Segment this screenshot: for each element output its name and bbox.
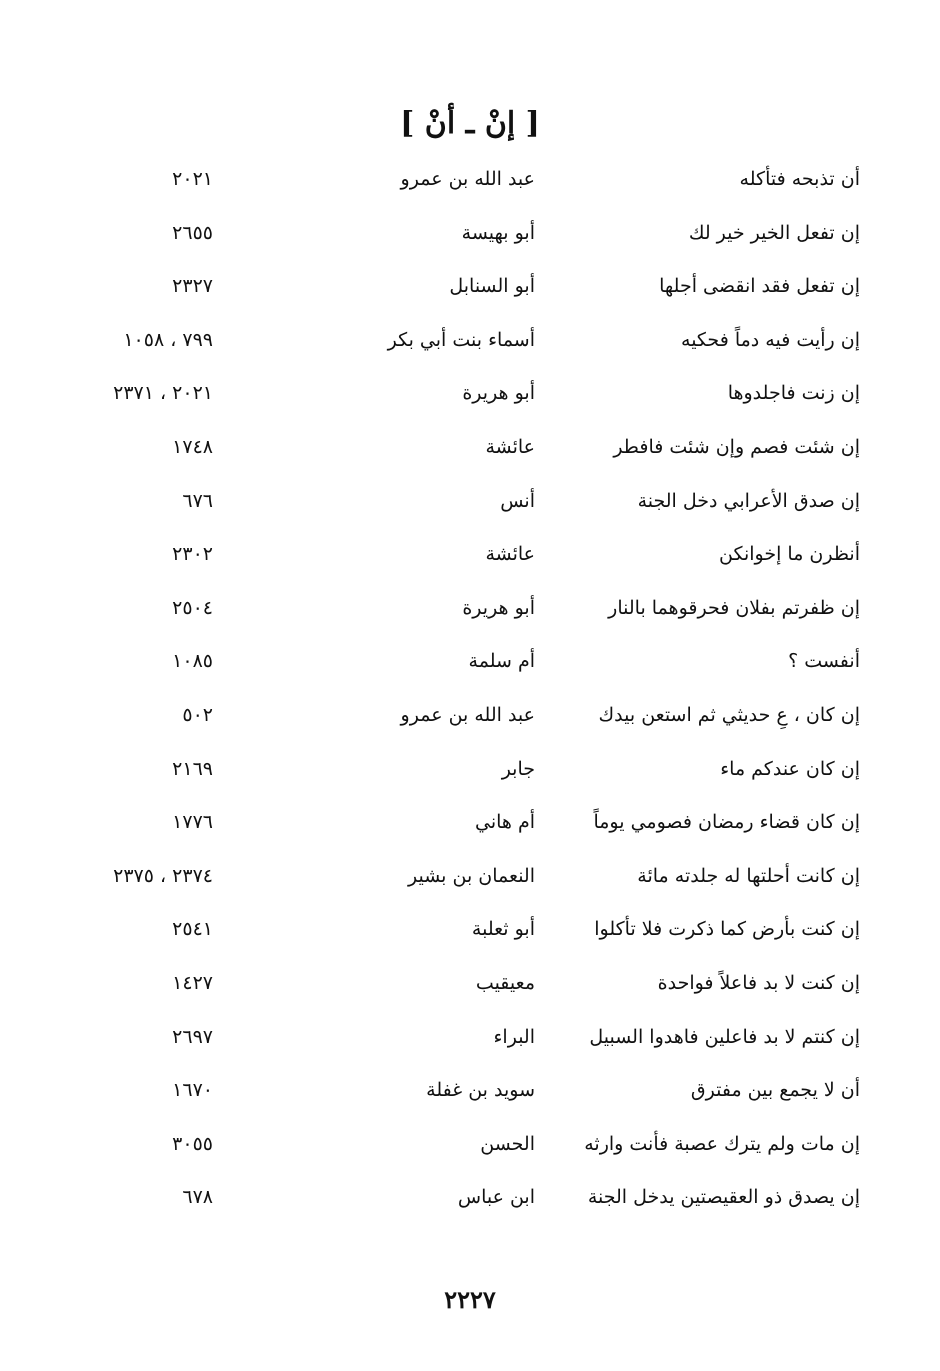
hadith-numbers: ٢٣٠٢	[172, 543, 213, 566]
hadith-text: إن تفعل فقد انقضى أجلها	[659, 275, 860, 298]
hadith-numbers: ٢٠٢١ ، ٢٣٧١	[113, 382, 213, 405]
hadith-numbers: ٢٠٢١	[172, 168, 213, 190]
hadith-numbers: ٢٦٥٥	[172, 221, 213, 244]
index-entry	[0, 1015, 940, 1069]
index-entry	[0, 1122, 940, 1176]
hadith-text: إن كنت لا بد فاعلاً فواحدة	[657, 971, 860, 994]
index-entry	[0, 747, 940, 801]
hadith-numbers: ٢٣٢٧	[172, 275, 213, 298]
index-entry	[0, 532, 940, 586]
index-entry	[0, 264, 940, 318]
page-number: ٢٢٢٧	[444, 1285, 496, 1314]
narrator-name: أسماء بنت أبي بكر	[387, 328, 535, 351]
hadith-text: إن زنت فاجلدوها	[727, 382, 860, 405]
hadith-text: إن كان ، عِ حديثي ثم استعن بيدك	[598, 703, 860, 726]
hadith-numbers: ٢٥٤١	[172, 918, 213, 941]
hadith-numbers: ٥٠٢	[182, 703, 213, 726]
hadith-text: أنفست ؟	[788, 650, 860, 673]
narrator-name: أبو هريرة	[462, 596, 535, 619]
index-entry	[0, 639, 940, 693]
hadith-numbers: ١٧٤٨	[172, 435, 213, 458]
narrator-name: عبد الله بن عمرو	[400, 168, 535, 190]
index-entry	[0, 693, 940, 747]
hadith-text: أنظرن ما إخوانكن	[719, 543, 860, 566]
hadith-text: إن شئت فصم وإن شئت فافطر	[613, 435, 860, 458]
hadith-text: إن كنتم لا بد فاعلين فاهدوا السبيل	[589, 1025, 860, 1048]
hadith-text: أن لا يجمع بين مفترق	[690, 1079, 860, 1102]
index-entry	[0, 961, 940, 1015]
narrator-name: الحسن	[480, 1132, 535, 1155]
hadith-text: إن رأيت فيه دماً فحكيه	[681, 328, 860, 351]
narrator-name: عائشة	[485, 543, 535, 566]
hadith-text: إن كان عندكم ماء	[720, 757, 860, 780]
hadith-numbers: ٢٦٩٧	[172, 1025, 213, 1048]
hadith-numbers: ٢٥٠٤	[172, 596, 213, 619]
narrator-name: معيقيب	[475, 971, 535, 994]
index-entry	[0, 586, 940, 640]
index-entry	[0, 211, 940, 265]
index-entry	[0, 157, 940, 211]
narrator-name: ابن عباس	[457, 1186, 535, 1209]
narrator-name: أبو بهيسة	[461, 221, 535, 244]
hadith-numbers: ٣٠٥٥	[172, 1132, 213, 1155]
hadith-numbers: ٦٧٨	[182, 1186, 213, 1209]
hadith-text: إن تفعل الخير خير لك	[688, 221, 860, 244]
narrator-name: البراء	[493, 1025, 535, 1048]
index-entry	[0, 479, 940, 533]
index-entries	[0, 157, 940, 1229]
narrator-name: النعمان بن بشير	[408, 864, 535, 887]
index-entry	[0, 318, 940, 372]
narrator-name: أبو السنابل	[449, 275, 535, 298]
index-entry	[0, 425, 940, 479]
narrator-name: أم سلمة	[468, 650, 535, 673]
hadith-numbers: ١٦٧٠	[172, 1079, 213, 1102]
hadith-text: أن تذبحه فتأكله	[739, 168, 860, 190]
hadith-text: إن صدق الأعرابي دخل الجنة	[637, 489, 860, 512]
narrator-name: أنس	[500, 489, 535, 512]
hadith-text: إن كنت بأرض كما ذكرت فلا تأكلوا	[594, 918, 860, 941]
hadith-text: إن مات ولم يترك عصبة فأنت وارثه	[584, 1132, 860, 1155]
hadith-text: إن يصدق ذو العقيصتين يدخل الجنة	[587, 1186, 860, 1209]
narrator-name: أبو هريرة	[462, 382, 535, 405]
index-entry	[0, 800, 940, 854]
hadith-numbers: ٢١٦٩	[172, 757, 213, 780]
narrator-name: سويد بن غفلة	[426, 1079, 535, 1102]
index-entry	[0, 1068, 940, 1122]
hadith-numbers: ١٠٨٥	[172, 650, 213, 673]
hadith-text: إن كان قضاء رمضان فصومي يوماً	[593, 811, 860, 834]
hadith-numbers: ٦٧٦	[182, 489, 213, 512]
index-entry	[0, 1175, 940, 1229]
hadith-numbers: ٢٣٧٤ ، ٢٣٧٥	[113, 864, 213, 887]
index-entry	[0, 907, 940, 961]
index-entry	[0, 371, 940, 425]
narrator-name: أبو ثعلبة	[471, 918, 535, 941]
hadith-numbers: ١٧٧٦	[172, 811, 213, 834]
hadith-numbers: ١٤٢٧	[172, 971, 213, 994]
section-heading: [ إنْ ـ أنْ ]	[400, 106, 540, 141]
narrator-name: أم هاني	[474, 811, 535, 834]
narrator-name: عائشة	[485, 435, 535, 458]
hadith-text: إن كانت أحلتها له جلدته مائة	[637, 864, 860, 887]
hadith-text: إن ظفرتم بفلان فحرقوهما بالنار	[608, 596, 860, 619]
narrator-name: جابر	[501, 757, 535, 780]
hadith-numbers: ٧٩٩ ، ١٠٥٨	[123, 328, 213, 351]
index-entry	[0, 854, 940, 908]
narrator-name: عبد الله بن عمرو	[400, 703, 535, 726]
